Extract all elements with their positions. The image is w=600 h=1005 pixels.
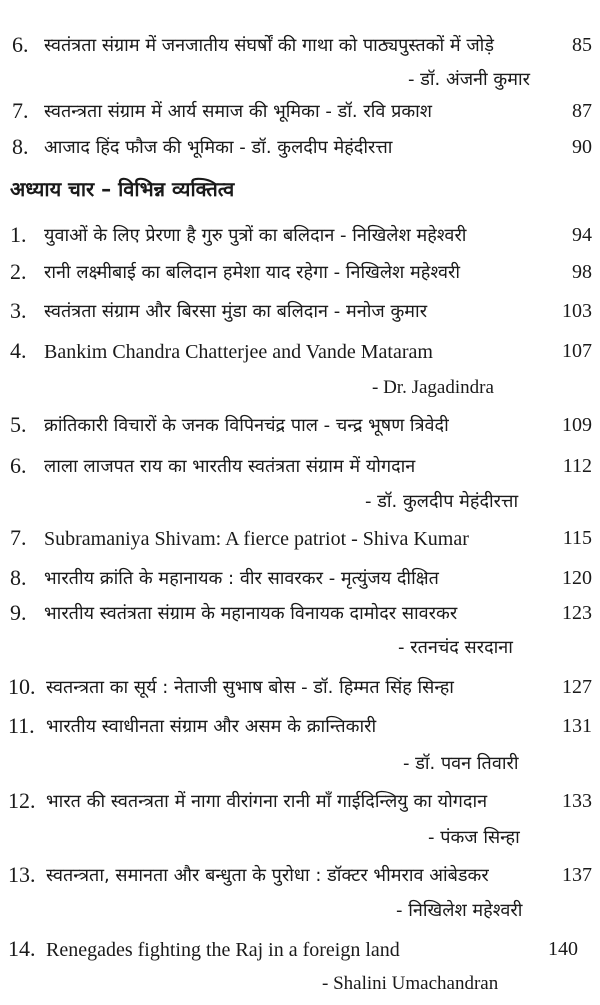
entry-page-number: 98 xyxy=(572,261,592,283)
entry-author: - Dr. Jagadindra xyxy=(372,377,494,398)
entry-title: भारतीय स्वाधीनता संग्राम और असम के क्रान्तिकारी xyxy=(46,716,377,737)
entry-title: भारत की स्वतन्त्रता में नागा वीरांगना रानी माँ गाईदिन्लियु का योगदान xyxy=(46,791,488,812)
toc-entry xyxy=(0,598,600,628)
entry-title: लाला लाजपत राय का भारतीय स्वतंत्रता संग्राम में योगदान xyxy=(44,456,416,477)
entry-page-number: 133 xyxy=(562,790,592,812)
entry-page-number: 90 xyxy=(572,136,592,158)
entry-author: - पंकज सिन्हा xyxy=(428,827,520,848)
entry-title: स्वतन्त्रता, समानता और बन्धुता के पुरोधा : डॉक्टर भीमराव आंबेडकर xyxy=(46,865,489,886)
entry-title: युवाओं के लिए प्रेरणा है गुरु पुत्रों का बलिदान - निखिलेश महेश्वरी xyxy=(44,225,467,246)
entry-page-number: 85 xyxy=(572,34,592,56)
entry-number: 11. xyxy=(8,713,35,738)
entry-page-number: 94 xyxy=(572,224,592,246)
entry-title: आजाद हिंद फौज की भूमिका - डॉ. कुलदीप मेहंदीरत्ता xyxy=(44,137,393,158)
entry-number: 13. xyxy=(8,862,36,887)
entry-author: - डॉ. अंजनी कुमार xyxy=(408,69,531,90)
entry-author: - डॉ. कुलदीप मेहंदीरत्ता xyxy=(365,491,519,512)
toc-entry xyxy=(0,336,600,366)
entry-author: - डॉ. पवन तिवारी xyxy=(403,753,519,774)
toc-entry xyxy=(0,711,600,741)
entry-title: भारतीय क्रांति के महानायक : वीर सावरकर - मृत्युंजय दीक्षित xyxy=(44,568,439,589)
entry-author: - Shalini Umachandran xyxy=(322,973,499,994)
entry-page-number: 112 xyxy=(562,455,592,477)
entry-number: 6. xyxy=(10,453,27,478)
entry-number: 3. xyxy=(10,298,27,323)
entry-page-number: 109 xyxy=(562,414,592,436)
toc-entry xyxy=(0,296,600,326)
toc-entry xyxy=(0,132,600,162)
entry-author: - रतनचंद सरदाना xyxy=(398,637,513,658)
chapter-heading: अध्याय चार – विभिन्न व्यक्तित्व xyxy=(10,177,235,201)
toc-entry xyxy=(0,786,600,816)
toc-entry xyxy=(0,523,600,553)
entry-number: 9. xyxy=(10,600,27,625)
toc-entry xyxy=(0,30,600,60)
entry-title: स्वतंत्रता संग्राम में जनजातीय संघर्षों की गाथा को पाठ्यपुस्तकों में जोड़े xyxy=(44,35,494,56)
entry-title: भारतीय स्वतंत्रता संग्राम के महानायक विनायक दामोदर सावरकर xyxy=(44,603,458,624)
entry-page-number: 137 xyxy=(562,864,592,886)
entry-page-number: 127 xyxy=(562,676,592,698)
toc-entry xyxy=(0,672,600,702)
toc-entry xyxy=(0,934,600,964)
entry-number: 8. xyxy=(10,565,27,590)
toc-entry xyxy=(0,220,600,250)
toc-entry xyxy=(0,563,600,593)
entry-page-number: 140 xyxy=(548,938,578,960)
entry-title: स्वतन्त्रता संग्राम में आर्य समाज की भूमिका - डॉ. रवि प्रकाश xyxy=(44,101,433,122)
toc-entry xyxy=(0,257,600,287)
toc-entry xyxy=(0,451,600,481)
entry-page-number: 131 xyxy=(562,715,592,737)
entry-number: 10. xyxy=(8,674,36,699)
entry-number: 7. xyxy=(12,98,29,123)
entry-number: 5. xyxy=(10,412,27,437)
entry-number: 14. xyxy=(8,936,36,961)
entry-title: स्वतंत्रता संग्राम और बिरसा मुंडा का बलिदान - मनोज कुमार xyxy=(44,301,428,322)
entry-page-number: 107 xyxy=(562,340,592,362)
entry-title: रानी लक्ष्मीबाई का बलिदान हमेशा याद रहेगा - निखिलेश महेश्वरी xyxy=(44,262,461,283)
entry-page-number: 115 xyxy=(562,527,592,549)
entry-title: Subramaniya Shivam: A fierce patriot - Shiva Kumar xyxy=(44,528,469,550)
toc-entry xyxy=(0,410,600,440)
entry-number: 8. xyxy=(12,134,29,159)
entry-number: 1. xyxy=(10,222,27,247)
entry-number: 2. xyxy=(10,259,27,284)
entry-author: - निखिलेश महेश्वरी xyxy=(396,900,523,921)
entry-number: 7. xyxy=(10,525,27,550)
entry-title: Renegades fighting the Raj in a foreign land xyxy=(46,939,400,961)
entry-title: स्वतन्त्रता का सूर्य : नेताजी सुभाष बोस - डॉ. हिम्मत सिंह सिन्हा xyxy=(46,677,454,698)
entry-page-number: 87 xyxy=(572,100,592,122)
entry-page-number: 123 xyxy=(562,602,592,624)
entry-page-number: 103 xyxy=(562,300,592,322)
entry-number: 12. xyxy=(8,788,36,813)
toc-entry xyxy=(0,860,600,890)
entry-number: 6. xyxy=(12,32,29,57)
toc-entry xyxy=(0,96,600,126)
entry-title: Bankim Chandra Chatterjee and Vande Mataram xyxy=(44,341,433,363)
entry-number: 4. xyxy=(10,338,27,363)
entry-title: क्रांतिकारी विचारों के जनक विपिनचंद्र पाल - चन्द्र भूषण त्रिवेदी xyxy=(44,415,449,436)
entry-page-number: 120 xyxy=(562,567,592,589)
